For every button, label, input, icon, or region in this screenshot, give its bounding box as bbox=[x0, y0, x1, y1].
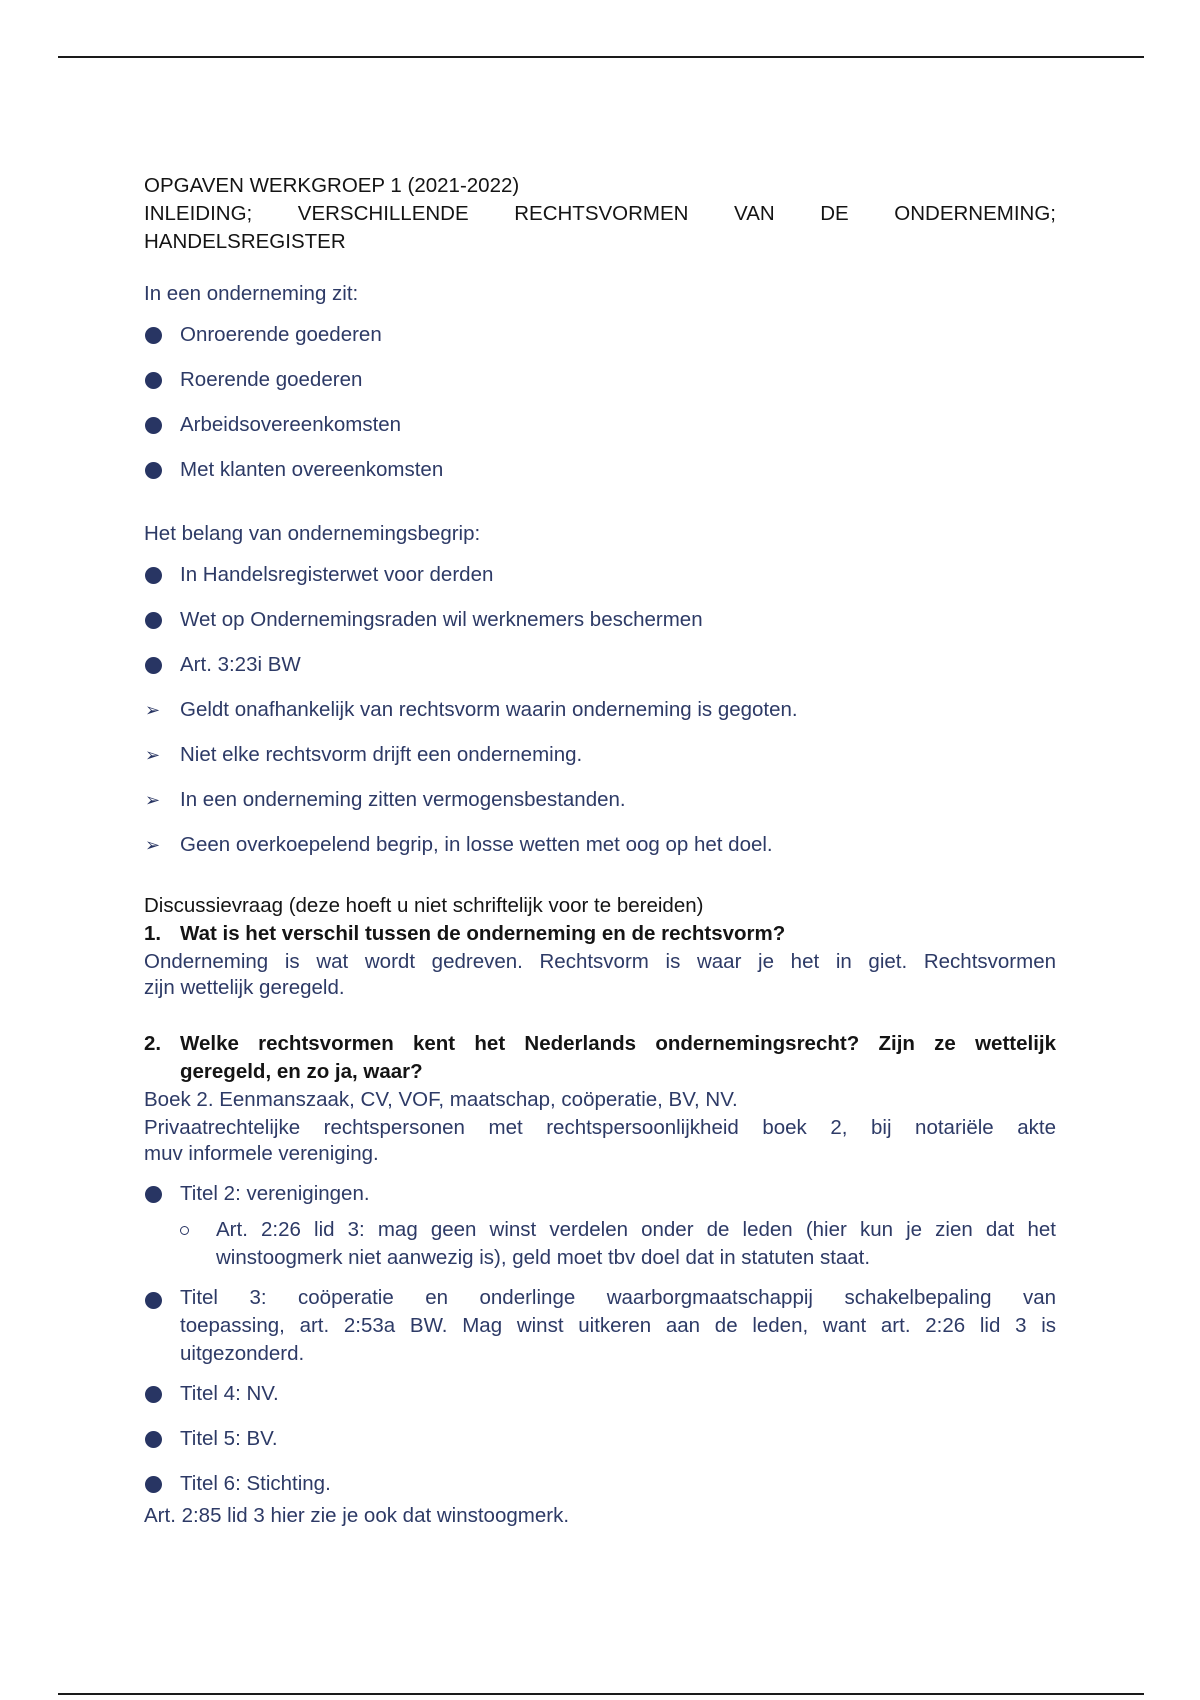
list-item: Titel 6: Stichting. bbox=[144, 1470, 1056, 1498]
list-item: Roerende goederen bbox=[144, 366, 1056, 394]
answer-2-line-1: Boek 2. Eenmanszaak, CV, VOF, maatschap, coöperatie, BV, NV. bbox=[144, 1088, 738, 1111]
document-body bbox=[144, 172, 1056, 1530]
list-item: Titel 2: verenigingen. Art. 2:26 lid 3: mag geen winst verdelen onder de leden (hier kun je zien dat het winstoogmerk niet aanwezig is), geld moet tbv doel dat in statuten staat. bbox=[144, 1180, 1056, 1272]
bullet-dot-icon bbox=[145, 567, 162, 584]
bullet-dot-icon bbox=[145, 327, 162, 344]
list-item: In Handelsregisterwet voor derden bbox=[144, 561, 1056, 589]
section1-list bbox=[144, 321, 1056, 484]
list-item: Titel 5: BV. bbox=[144, 1425, 1056, 1453]
bullet-dot-icon bbox=[145, 417, 162, 434]
question-item: 1. Wat is het verschil tussen de onderneming en de rechtsvorm? bbox=[144, 922, 786, 945]
list-item: ➢ Niet elke rechtsvorm drijft een onderneming. bbox=[144, 741, 1056, 769]
bullet-dot-icon bbox=[145, 1292, 162, 1309]
bullet-dot-icon bbox=[145, 1431, 162, 1448]
bullet-dot-icon bbox=[145, 612, 162, 629]
list-item: Art. 2:26 lid 3: mag geen winst verdelen onder de leden (hier kun je zien dat het winstoogmerk niet aanwezig is), geld moet tbv doel dat in statuten staat. bbox=[180, 1216, 1056, 1272]
list-item: Met klanten overeenkomsten bbox=[144, 456, 1056, 484]
doc-title-line-1: OPGAVEN WERKGROEP 1 (2021-2022) bbox=[144, 174, 520, 197]
bullet-dot-icon bbox=[145, 1386, 162, 1403]
footer-rule bbox=[58, 1693, 1144, 1695]
bullet-dot-icon bbox=[145, 1186, 162, 1203]
answer-1-line-1: Onderneming is wat wordt gedreven. Rechtsvorm is waar je het in giet. Rechtsvormen bbox=[144, 950, 1056, 973]
answer-1-line-2: zijn wettelijk geregeld. bbox=[144, 976, 345, 999]
footer-note: Art. 2:85 lid 3 hier zie je ook dat winstoogmerk. bbox=[144, 1504, 570, 1527]
bullet-dot-icon bbox=[145, 657, 162, 674]
list-item: Art. 3:23i BW bbox=[144, 651, 1056, 679]
sublist bbox=[180, 1216, 1056, 1272]
list-item: Wet op Ondernemingsraden wil werknemers beschermen bbox=[144, 606, 1056, 634]
section1-heading: In een onderneming zit: bbox=[144, 282, 359, 305]
list-item: ➢ Geen overkoepelend begrip, in losse wetten met oog op het doel. bbox=[144, 831, 1056, 859]
bullet-dot-icon bbox=[145, 462, 162, 479]
discussion-heading: Discussievraag (deze hoeft u niet schriftelijk voor te bereiden) bbox=[144, 894, 704, 917]
section2-heading: Het belang van ondernemingsbegrip: bbox=[144, 522, 481, 545]
list-item: Arbeidsovereenkomsten bbox=[144, 411, 1056, 439]
arrow-bullet-icon: ➢ bbox=[145, 790, 161, 810]
arrow-bullet-icon: ➢ bbox=[145, 745, 161, 765]
answer-2-line-3: muv informele vereniging. bbox=[144, 1142, 379, 1165]
doc-title-line-3: HANDELSREGISTER bbox=[144, 230, 346, 253]
titels-list bbox=[144, 1180, 1056, 1498]
header-rule bbox=[58, 56, 1144, 58]
bullet-dot-icon bbox=[145, 1476, 162, 1493]
section2-list bbox=[144, 561, 1056, 859]
circle-bullet-icon bbox=[180, 1226, 189, 1235]
doc-title-line-2: INLEIDING; VERSCHILLENDE RECHTSVORMEN VAN DE ONDERNEMING; bbox=[144, 202, 1056, 225]
arrow-bullet-icon: ➢ bbox=[145, 700, 161, 720]
question-1 bbox=[144, 920, 1056, 948]
answer-2-line-2: Privaatrechtelijke rechtspersonen met rechtspersoonlijkheid boek 2, bij notariële akte bbox=[144, 1116, 1056, 1139]
question-2 bbox=[144, 1030, 1056, 1086]
list-item: Titel 4: NV. bbox=[144, 1380, 1056, 1408]
list-item: ➢ Geldt onafhankelijk van rechtsvorm waarin onderneming is gegoten. bbox=[144, 696, 1056, 724]
list-item: Titel 3: coöperatie en onderlinge waarborgmaatschappij schakelbepaling van toepassing, art. 2:53a BW. Mag winst uitkeren aan de leden, want art. 2:26 lid 3 is uitgezonderd. bbox=[144, 1284, 1056, 1368]
list-item: ➢ In een onderneming zitten vermogensbestanden. bbox=[144, 786, 1056, 814]
bullet-dot-icon bbox=[145, 372, 162, 389]
arrow-bullet-icon: ➢ bbox=[145, 835, 161, 855]
list-item: Onroerende goederen bbox=[144, 321, 1056, 349]
question-item: 2. Welke rechtsvormen kent het Nederlands ondernemingsrecht? Zijn ze wettelijk geregeld, en zo ja, waar? bbox=[144, 1032, 1056, 1083]
